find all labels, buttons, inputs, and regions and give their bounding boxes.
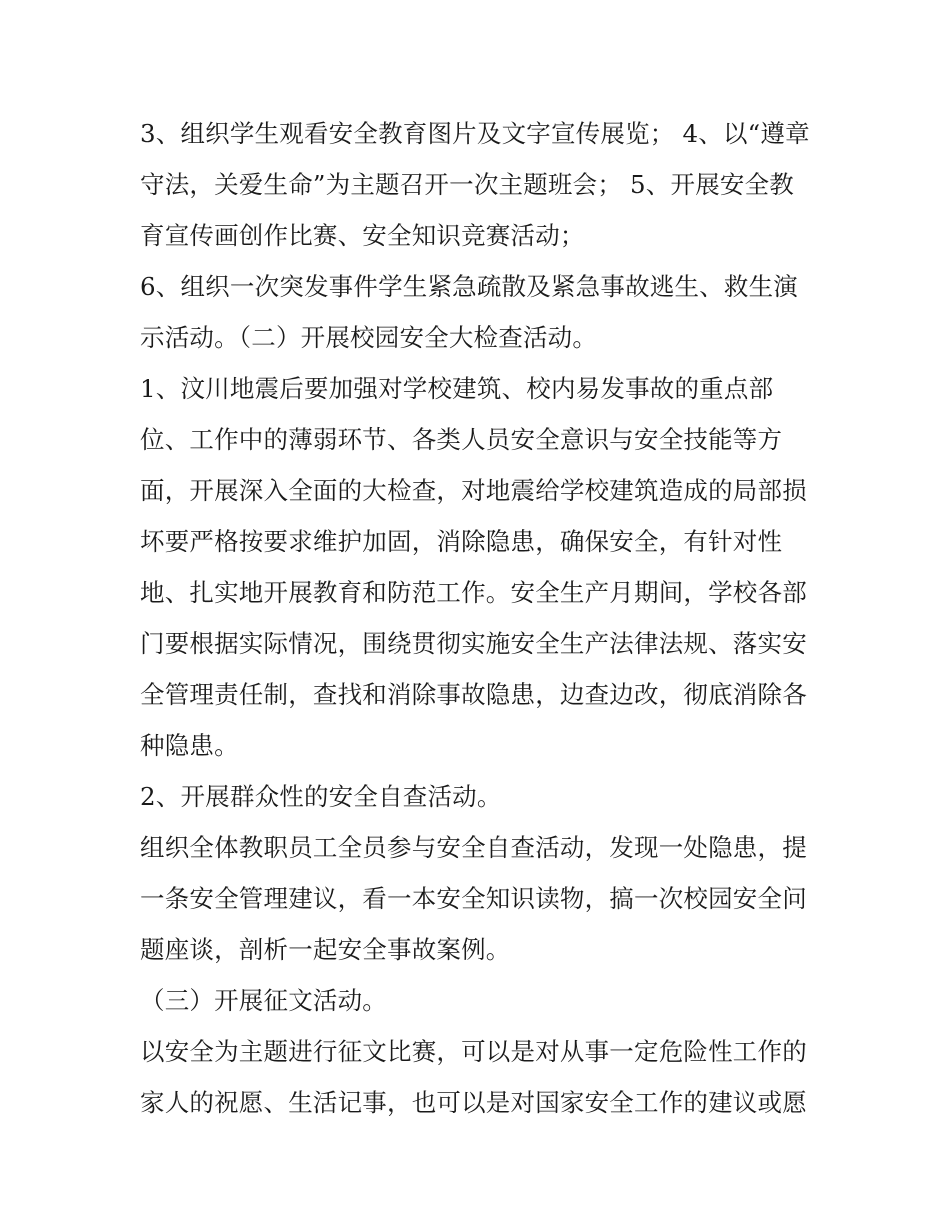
- text-line: （三）开展征文活动。: [140, 986, 387, 1015]
- text-line: 6、组织一次突发事件学生紧急疏散及紧急事故逃生、救生演: [140, 272, 798, 301]
- text-line: 地、扎实地开展教育和防范工作。安全生产月期间，学校各部: [140, 578, 807, 607]
- text-line: 一条安全管理建议，看一本安全知识读物，搞一次校园安全问: [140, 884, 807, 913]
- text-line: 全管理责任制，查找和消除事故隐患，边查边改，彻底消除各: [140, 680, 807, 709]
- text-line: 守法，关爱生命”为主题召开一次主题班会； 5、开展安全教: [140, 170, 794, 199]
- text-line: 种隐患。: [140, 731, 239, 760]
- text-line: 坏要严格按要求维护加固，消除隐患，确保安全，有针对性: [140, 527, 783, 556]
- text-line: 位、工作中的薄弱环节、各类人员安全意识与安全技能等方: [140, 425, 783, 454]
- text-line: 家人的祝愿、生活记事，也可以是对国家安全工作的建议或愿: [140, 1088, 807, 1117]
- text-line: 1、汶川地震后要加强对学校建筑、校内易发事故的重点部: [140, 374, 774, 403]
- text-line: 以安全为主题进行征文比赛，可以是对从事一定危险性工作的: [140, 1037, 807, 1066]
- document-body: [140, 108, 830, 1128]
- text-line: 示活动。（二）开展校园安全大检查活动。: [140, 323, 598, 352]
- text-line: 面，开展深入全面的大检查，对地震给学校建筑造成的局部损: [140, 476, 807, 505]
- text-line: 3、组织学生观看安全教育图片及文字宣传展览； 4、以“遵章: [140, 119, 810, 148]
- text-line: 组织全体教职员工全员参与安全自查活动，发现一处隐患，提: [140, 833, 807, 862]
- text-line: 2、开展群众性的安全自查活动。: [140, 782, 502, 811]
- text-line: 育宣传画创作比赛、安全知识竞赛活动；: [140, 221, 585, 250]
- text-line: 门要根据实际情况，围绕贯彻实施安全生产法律法规、落实安: [140, 629, 807, 658]
- text-line: 题座谈，剖析一起安全事故案例。: [140, 935, 511, 964]
